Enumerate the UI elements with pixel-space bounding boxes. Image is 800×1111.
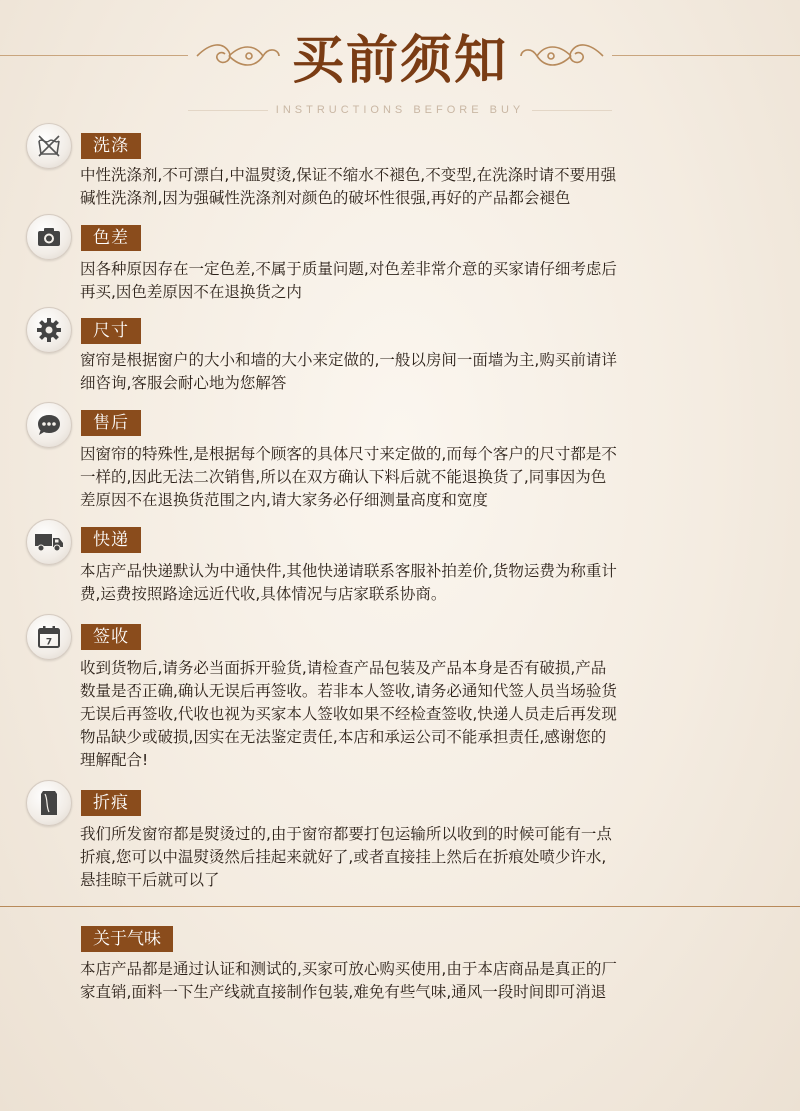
body-line: 细咨询,客服会耐心地为您解答 [80, 374, 287, 392]
section-tag: 签收 [81, 624, 141, 650]
section-divider [0, 906, 800, 907]
body-line: 本店产品都是通过认证和测试的,买家可放心购买使用,由于本店商品是真正的厂 [80, 960, 617, 978]
section-tag: 折痕 [81, 790, 141, 816]
calendar-icon [26, 614, 72, 660]
section-tag: 尺寸 [81, 318, 141, 344]
body-line: 家直销,面料一下生产线就直接制作包装,难免有些气味,通风一段时间即可消退 [80, 983, 607, 1001]
chat-bubble-icon [26, 402, 72, 448]
subtitle-rule-right [532, 110, 612, 111]
calendar-day: 7 [45, 637, 53, 648]
body-line: 悬挂晾干后就可以了 [80, 871, 220, 889]
body-line: 无误后再签收,代收也视为买家本人签收如果不经检查签收,快递人员走后再发现 [80, 705, 617, 723]
body-line: 再买,因色差原因不在退换货之内 [80, 283, 302, 301]
section-tag: 快递 [81, 527, 141, 553]
page-subtitle: INSTRUCTIONS BEFORE BUY [275, 104, 525, 116]
page-title: 买前须知 [291, 30, 508, 91]
section-body [80, 560, 720, 606]
camera-icon [26, 214, 72, 260]
truck-icon [26, 519, 72, 565]
body-line: 折痕,您可以中温熨烫然后挂起来就好了,或者直接挂上然后在折痕处喷少许水, [80, 848, 607, 866]
crease-icon [26, 780, 72, 826]
section-tag: 售后 [81, 410, 141, 436]
body-line: 因窗帘的特殊性,是根据每个顾客的具体尺寸来定做的,而每个客户的尺寸都是不 [80, 445, 617, 463]
section-body [80, 958, 720, 1004]
section-body [80, 823, 720, 892]
body-line: 窗帘是根据窗户的大小和墙的大小来定做的,一般以房间一面墙为主,购买前请详 [80, 351, 617, 369]
section-body [80, 349, 720, 395]
body-line: 中性洗涤剂,不可漂白,中温熨烫,保证不缩水不褪色,不变型,在洗涤时请不要用强 [80, 166, 617, 184]
section-body [80, 657, 720, 772]
section-body [80, 258, 720, 304]
section-tag: 色差 [81, 225, 141, 251]
ornament-right-icon [517, 38, 607, 74]
body-line: 因各种原因存在一定色差,不属于质量问题,对色差非常介意的买家请仔细考虑后 [80, 260, 617, 278]
section-body [80, 443, 720, 512]
body-line: 我们所发窗帘都是熨烫过的,由于窗帘都要打包运输所以收到的时候可能有一点 [80, 825, 612, 843]
body-line: 一样的,因此无法二次销售,所以在双方确认下料后就不能退换货了,同事因为色 [80, 468, 607, 486]
body-line: 理解配合! [80, 751, 149, 769]
header-rule-right [612, 55, 800, 56]
body-line: 费,运费按照路途远近代收,具体情况与店家联系协商。 [80, 585, 447, 603]
section-tag: 洗涤 [81, 133, 141, 159]
body-line: 数量是否正确,确认无误后再签收。若非本人签收,请务必通知代签人员当场验货 [80, 682, 617, 700]
body-line: 收到货物后,请务必当面拆开验货,请检查产品包装及产品本身是否有破损,产品 [80, 659, 607, 677]
page-header [0, 0, 800, 125]
body-line: 物品缺少或破损,因实在无法鉴定责任,本店和承运公司不能承担责任,感谢您的 [80, 728, 607, 746]
section-body [80, 164, 720, 210]
body-line: 本店产品快递默认为中通快件,其他快递请联系客服补拍差价,货物运费为称重计 [80, 562, 617, 580]
gear-icon [26, 307, 72, 353]
body-line: 差原因不在退换货范围之内,请大家务必仔细测量高度和宽度 [80, 491, 488, 509]
section-tag: 关于气味 [81, 926, 173, 952]
no-wash-icon [26, 123, 72, 169]
body-line: 碱性洗涤剂,因为强碱性洗涤剂对颜色的破坏性很强,再好的产品都会褪色 [80, 189, 571, 207]
